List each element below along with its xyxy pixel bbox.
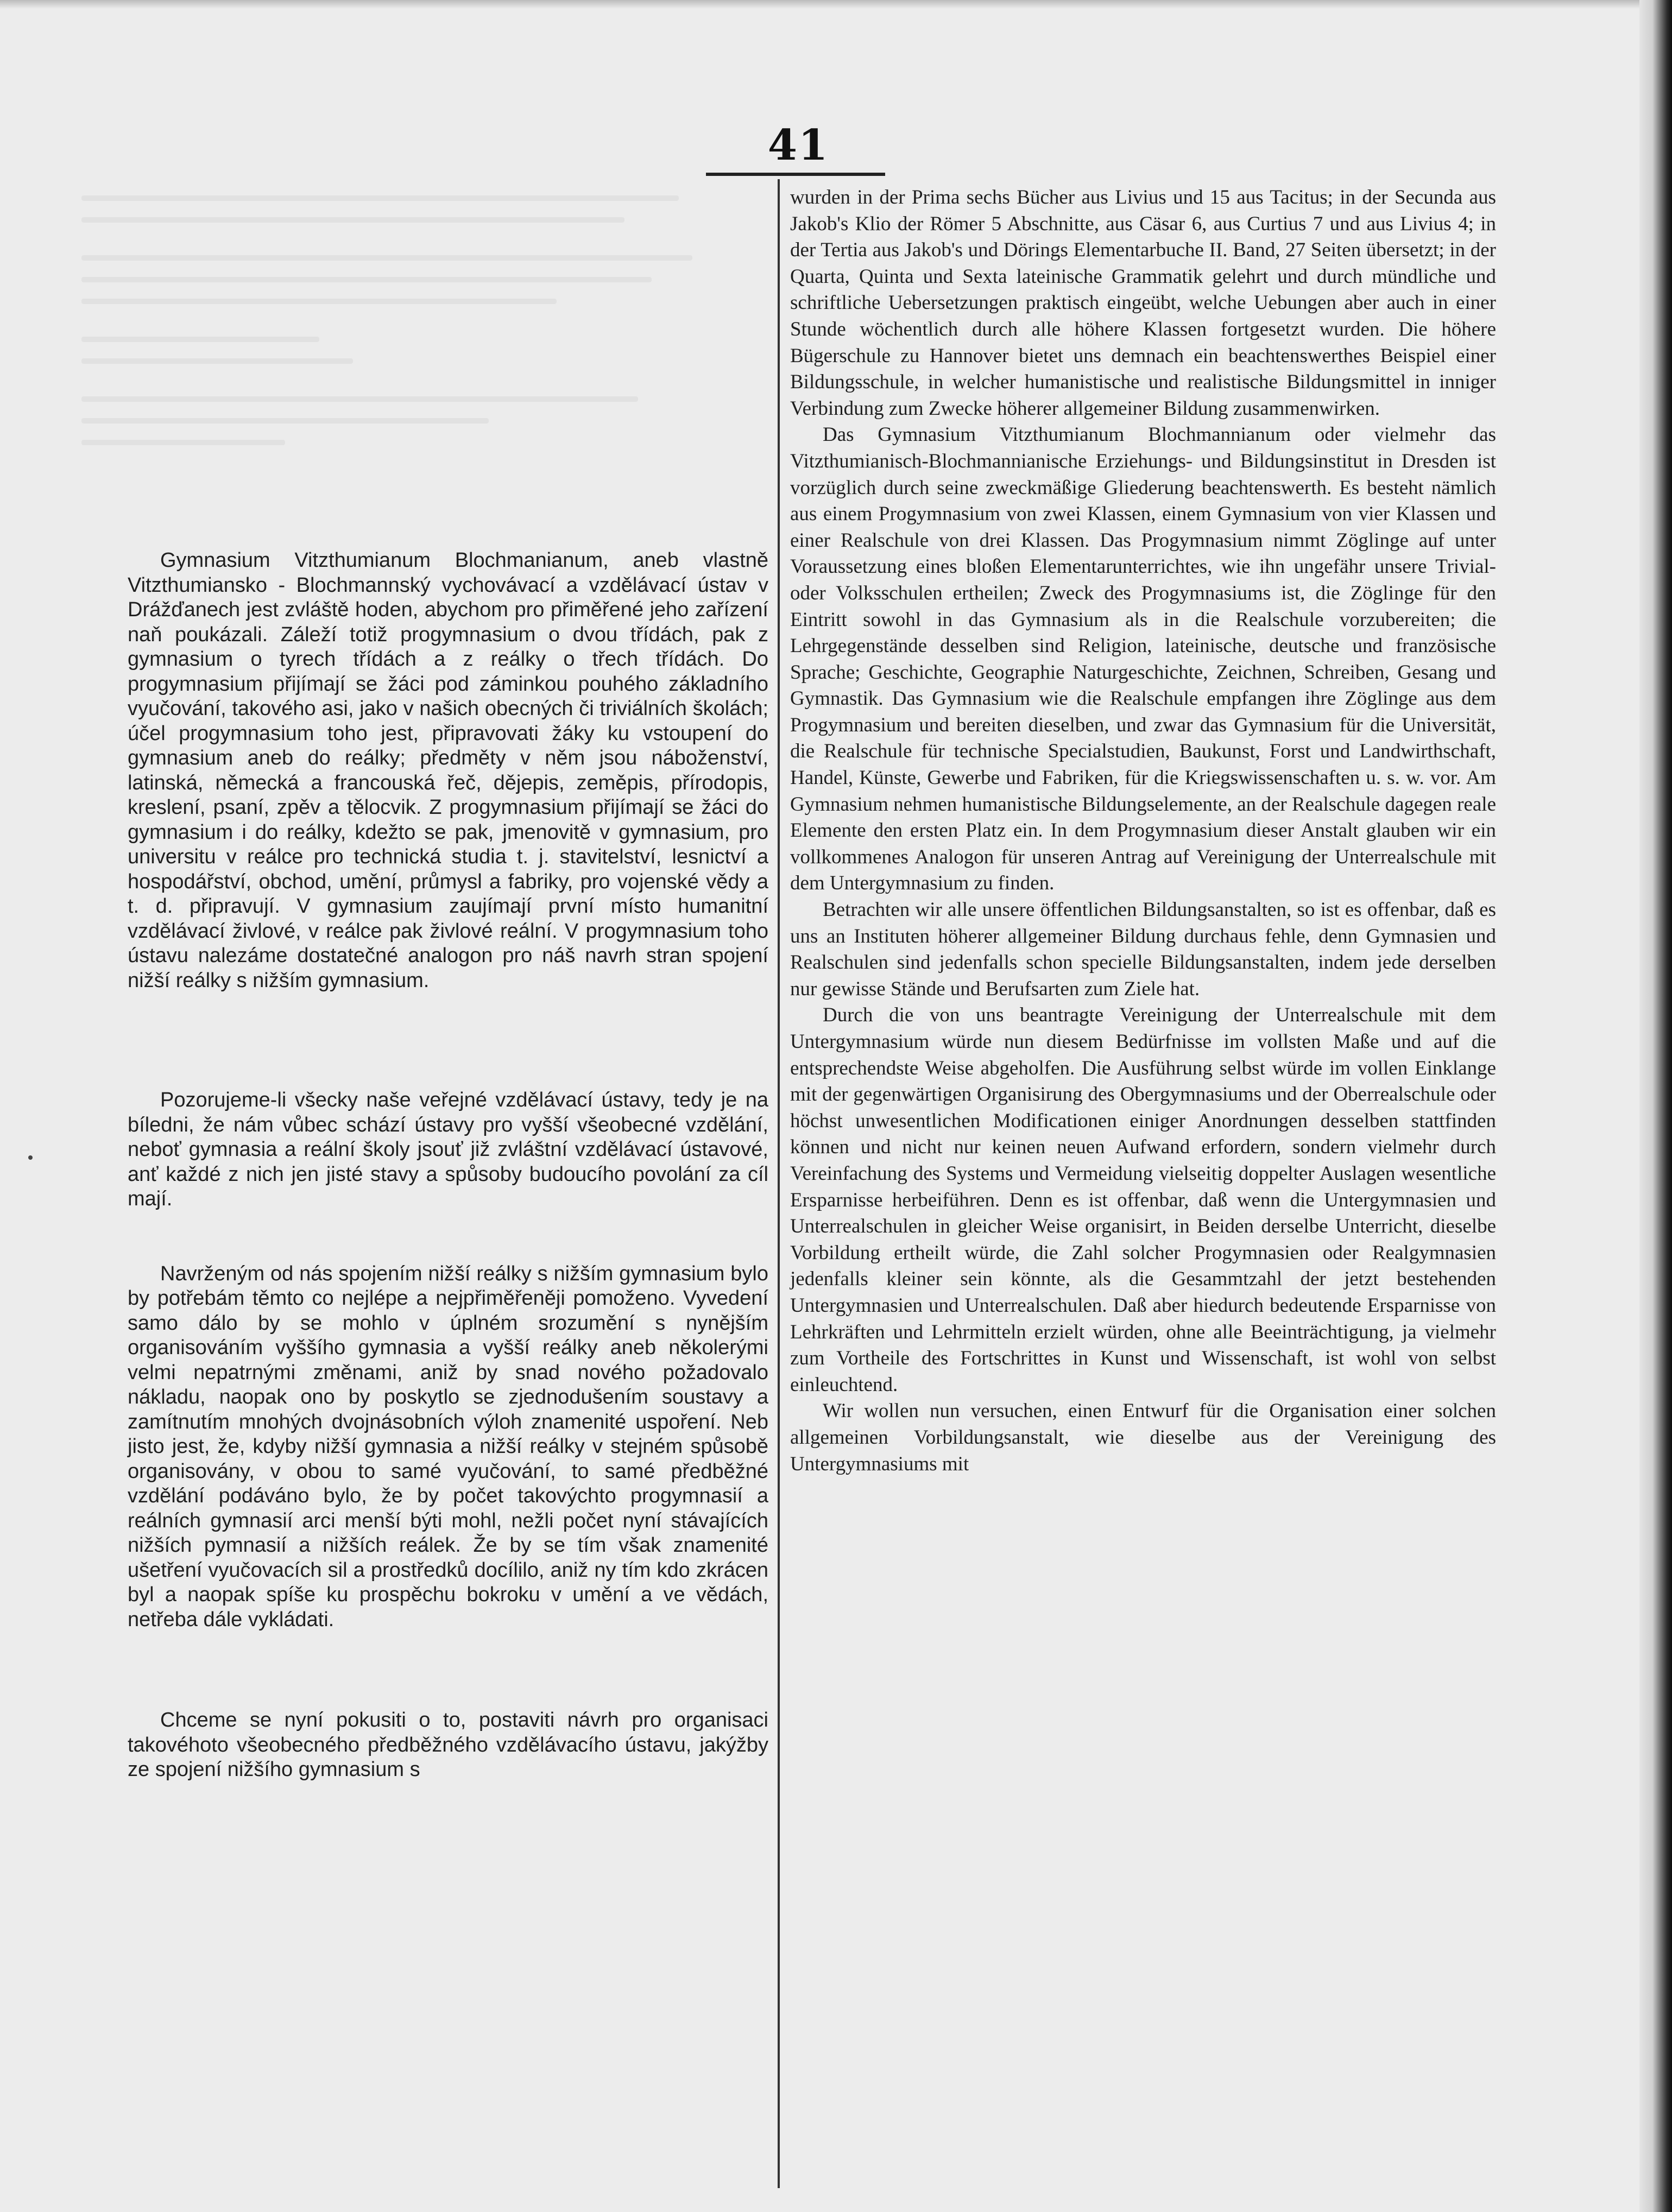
right-paragraph: Betrachten wir alle unsere öffentlichen Bildungsanstalten, so ist es offenbar, daß es uns an Instituten höherer allgemeiner Bildung durchaus fehle, denn Gymnasien und Realschulen sind jedenfalls schon specielle Bildungsanstalten, indem jede derselben nur gewisse Stände und Berufsarten zum Ziele hat. <box>790 899 1496 1000</box>
margin-mark <box>28 1155 33 1160</box>
page-number-rule <box>706 173 885 176</box>
show-through-text <box>81 179 760 527</box>
page-number: 41 <box>767 121 829 170</box>
column-divider <box>778 179 780 2188</box>
page-top-shadow <box>0 0 1672 9</box>
left-paragraph: Pozorujeme-li všecky naše veřejné vzdělávací ústavy, tedy je na bíledni, že nám vůbec schází ústavy pro vyšší všeobecné vzdělání, neboť gymnasia a reální školy jsouť již zvláštní vzdělávací ústavové, anť každé z nich jen jisté stavy a spůsoby budoucího povolání za cíl mají. <box>128 1089 768 1210</box>
left-paragraph: Chceme se nyní pokusiti o to, postaviti návrh pro organisaci takovéhoto všeobecného předběžného vzdělávacího ústavu, jakýžby ze spojení nižšího gymnasium s <box>128 1709 768 1781</box>
page-right-edge <box>1639 0 1672 2212</box>
left-paragraph: Navrženým od nás spojením nižší reálky s nižším gymnasium bylo by potřebám těmto co nejlépe a nejpřiměřeněji pomoženo. Vyvedení samo dálo by se mohlo v úplném srozumění s nynějším organisováním vyššího gymnasia a vyšší reálky aneb několerými velmi nepatrnými změnami, aniž by snad nového požadovalo nákladu, naopak ono by poskytlo se zjednodušením soustavy a zamítnutím mnohých dvojnásobních výloh znamenité uspoření. Neb jisto jest, že, kdyby nižší gymnasia a nižší reálky v stejném spůsobě organisovány, v obou to samé vyučování, to samé předběžné vzdělání podáváno bylo, že by počet takovýchto progymnasií a reálních gymnasií arci menší býti mohl, nežli počet nyní stávajících nižších pymnasií a nižších reálek. Že by se tím však znamenité ušetření vyučovacích sil a prostředků docílilo, aniž ny tím kdo zkrácen byl a naopak spíše ku prospěchu bokroku v umění a ve vědách, netřeba dále vykládati. <box>128 1262 768 1631</box>
left-paragraph: Gymnasium Vitzthumianum Blochmanianum, aneb vlastně Vitzthumiansko - Blochmannský vychovávací a vzdělávací ústav v Drážďanech jest zvláště hoden, abychom pro přiměřené jeho zařízení naň poukázali. Záleží totiž progymnasium o dvou třídách, pak z gymnasium o tyrech třídách a z reálky o třech třídách. Do progymnasium přijímají se žáci pod záminkou pouhého základního vyučování, takového asi, jako v našich obecných či triviálních školách; účel progymnasium toho jest, připravovati žáky ku vstoupení do gymnasium aneb do reálky; předměty v něm jsou náboženství, latinská, německá a francouská řeč, dějepis, zeměpis, přírodopis, kreslení, psaní, zpěv a tělocvik. Z progymnasium přijímají se žáci do gymnasium i do reálky, kdežto se pak, jmenovitě v gymnasium, pro universitu v reálce pro technická studia t. j. stavitelství, lesnictví a hospodářství, obchod, umění, průmysl a fabriky, pro vojenské vědy a t. d. připravují. V gymnasium zaujímají první místo humanitní vzdělávací živlové, v reálce pak živlové reální. V progymnasium toho ústavu nalezáme dostatečné analogon pro náš navrh stran spojení nižší reálky s nižším gymnasium. <box>128 549 768 992</box>
right-paragraph: wurden in der Prima sechs Bücher aus Livius und 15 aus Tacitus; in der Secunda aus Jakob's Klio der Römer 5 Abschnitte, aus Cäsar 6, aus Curtius 7 und aus Livius 4; in der Tertia aus Jakob's und Dörings Elementarbuche II. Band, 27 Seiten übersetzt; in der Quarta, Quinta und Sexta lateinische Grammatik gelehrt und durch mündliche und schriftliche Uebersetzungen praktisch eingeübt, welche Uebungen aber auch in einer Stunde wöchentlich durch alle höhere Klassen fortgesetzt wurden. Die höhere Bügerschule zu Hannover bietet uns demnach ein beachtenswerthes Beispiel einer Bildungsschule, in welcher humanistische und realistische Bildungsmittel in inniger Verbindung zum Zwecke höherer allgemeiner Bildung zusammenwirken. <box>790 186 1496 420</box>
right-paragraph: Das Gymnasium Vitzthumianum Blochmannianum oder vielmehr das Vitzthumianisch-Blochmannianische Erziehungs- und Bildungsinstitut in Dresden ist vorzüglich durch seine zweckmäßige Gliederung beachtenswerth. Es besteht nämlich aus einem Progymnasium von zwei Klassen, einem Gymnasium von vier Klassen und einer Realschule von drei Klassen. Das Progymnasium nimmt Zöglinge auf unter Voraussetzung eines bloßen Elementarunterrichtes, wie ihn ungefähr unsere Trivial- oder Volksschulen ertheilen; Zweck des Progymnasiums ist, die Zöglinge für den Eintritt sowohl in das Gymnasium als in die Realschule vorzubereiten; die Lehrgegenstände desselben sind Religion, lateinische, deutsche und französische Sprache; Geschichte, Geographie Naturgeschichte, Zeichnen, Schreiben, Gesang und Gymnastik. Das Gymnasium wie die Realschule empfangen ihre Zöglinge aus dem Progymnasium und bereiten dieselben, und zwar das Gymnasium für die Universität, die Realschule für technische Specialstudien, Baukunst, Forst und Landwirthschaft, Handel, Künste, Gewerbe und Fabriken, für die Kriegswissenschaften u. s. w. vor. Am Gymnasium nehmen humanistische Bildungselemente, an der Realschule dagegen reale Elemente den ersten Platz ein. In dem Progymnasium dieser Anstalt glauben wir ein vollkommenes Analogon für unseren Antrag auf Vereinigung der Unterrealschule mit dem Untergymnasium zu finden. <box>790 424 1496 895</box>
right-paragraph: Wir wollen nun versuchen, einen Entwurf für die Organisation einer solchen allgemeinen Vorbildungsanstalt, wie dieselbe aus der Vereinigung des Untergymnasiums mit <box>790 1400 1496 1475</box>
right-column-german <box>790 185 1496 1477</box>
left-column-czech <box>128 548 768 1783</box>
right-paragraph: Durch die von uns beantragte Vereinigung der Unterrealschule mit dem Untergymnasium würde nun diesem Bedürfnisse im vollsten Maße und auf die entsprechendste Weise abgeholfen. Die Ausführung selbst würde im vollen Einklange mit der gegenwärtigen Organisirung des Obergymnasiums und der Oberrealschule oder höchst unwesentlichen Modificationen einiger Anordnungen desselben stattfinden können und nicht nur keinen neuen Aufwand erfordern, sondern vielmehr durch Vereinfachung des Systems und Vermeidung vielseitig doppelter Auslagen wesentliche Ersparnisse herbeiführen. Denn es ist offenbar, daß wenn die Untergymnasien und Unterrealschulen in gleicher Weise organisirt, in Beiden derselbe Unterricht, dieselbe Vorbildung ertheilt würde, die Zahl solcher Progymnasien oder Realgymnasien jedenfalls kleiner sein könnte, als die Gesammtzahl der jetzt bestehenden Untergymnasien und Unterrealschulen. Daß aber hiedurch bedeutende Ersparnisse von Lehrkräften und Lehrmitteln erzielt würden, ohne alle Beeinträchtigung, ja vielmehr zum Vortheile des Fortschrittes in Kunst und Wissenschaft, ist wohl von selbst einleuchtend. <box>790 1004 1496 1396</box>
